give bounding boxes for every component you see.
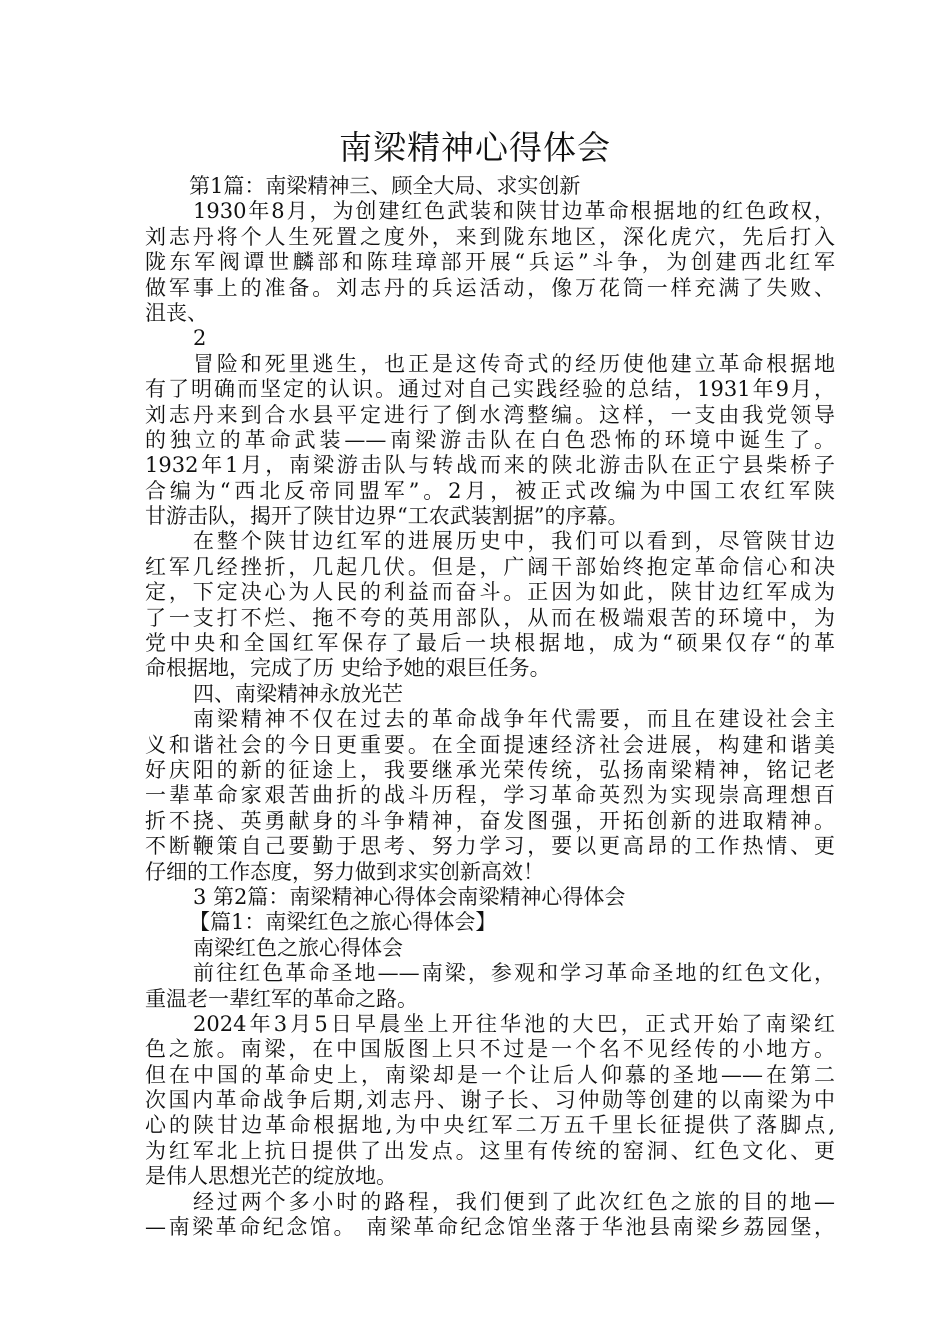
text-line: 重温老一辈红军的革命之路。	[145, 986, 418, 1011]
text-line: 四、南梁精神永放光芒	[193, 681, 403, 706]
text-line: 沮丧、	[145, 300, 208, 325]
text-line: 义和谐社会的今日更重要。在全面提速经济社会进展，构建和谐美	[145, 732, 835, 757]
text-line: 冒险和死里逃生，也正是这传奇式的经历使他建立革命根据地	[193, 351, 835, 376]
text-line: 3 第2篇：南梁精神心得体会南梁精神心得体会	[193, 884, 626, 909]
text-line: 是伟人思想光芒的绽放地。	[145, 1164, 397, 1189]
text-line: 做军事上的准备。刘志丹的兵运活动，像万花筒一样充满了失败、	[145, 275, 835, 300]
text-line: 1932年1月，南梁游击队与转战而来的陕北游击队在正宁县柴桥子	[145, 453, 835, 478]
text-line: 了一支打不烂、拖不夸的英用部队，从而在极端艰苦的环境中，为	[145, 605, 835, 630]
text-line: 一辈革命家艰苦曲折的战斗历程，学习革命英烈为实现崇高理想百	[145, 783, 835, 808]
text-line: 2	[193, 326, 207, 351]
text-line: 刘志丹来到合水县平定进行了倒水湾整编。这样，一支由我党领导	[145, 402, 835, 427]
text-line: 南梁精神不仅在过去的革命战争年代需要，而且在建设社会主	[193, 707, 835, 732]
text-line: 刘志丹将个人生死置之度外，来到陇东地区，深化虎穴，先后打入	[145, 224, 835, 249]
text-line: 【篇1：南梁红色之旅心得体会】	[189, 910, 497, 935]
text-line: 红军几经挫折，几起几伏。但是，广阔干部始终抱定革命信心和决	[145, 554, 835, 579]
text-line: 心的陕甘边革命根据地,为中央红军二万五千里长征提供了落脚点,	[145, 1113, 835, 1138]
text-line: 经过两个多小时的路程，我们便到了此次红色之旅的目的地—	[193, 1189, 835, 1214]
text-line: 好庆阳的新的征途上，我要继承光荣传统，弘扬南梁精神，铭记老	[145, 757, 835, 782]
text-line: 合编为“西北反帝同盟军”。2月，被正式改编为中国工农红军陕	[145, 478, 835, 503]
text-line: 2024年3月5日早晨坐上开往华池的大巴，正式开始了南梁红	[193, 1011, 835, 1036]
text-line: 定，下定决心为人民的利益而奋斗。正因为如此，陕甘边红军成为	[145, 580, 835, 605]
text-line: 陇东军阀谭世麟部和陈珪璋部开展“兵运”斗争，为创建西北红军	[145, 250, 835, 275]
text-line: 前往红色革命圣地——南梁，参观和学习革命圣地的红色文化，	[193, 961, 835, 986]
text-line: 在整个陕甘边红军的进展历史中，我们可以看到，尽管陕甘边	[193, 529, 835, 554]
text-line: 党中央和全国红军保存了最后一块根据地，成为“硕果仅存“的革	[145, 631, 835, 656]
text-line: 南梁红色之旅心得体会	[193, 935, 403, 960]
text-line: 不断鞭策自己要勤于思考、努力学习，要以更高昂的工作热情、更	[145, 834, 835, 859]
text-line: 1930年8月，为创建红色武装和陕甘边革命根据地的红色政权，	[193, 199, 835, 224]
document-title: 南梁精神心得体会	[339, 128, 611, 167]
text-line: —南梁革命纪念馆。 南梁革命纪念馆坐落于华池县南梁乡荔园堡，	[145, 1215, 835, 1240]
text-line: 甘游击队，揭开了陕甘边界“工农武装割据”的序幕。	[145, 504, 629, 529]
text-line: 次国内革命战争后期,刘志丹、谢子长、习仲勋等创建的以南梁为中	[145, 1088, 835, 1113]
text-line: 命根据地，完成了历 史给予她的艰巨任务。	[145, 656, 551, 681]
text-line: 色之旅。南梁，在中国版图上只不过是一个名不见经传的小地方。	[145, 1037, 835, 1062]
document-body	[145, 174, 835, 1240]
text-line: 第1篇：南梁精神三、顾全大局、求实创新	[189, 174, 581, 198]
text-line: 仔细的工作态度，努力做到求实创新高效！	[145, 859, 544, 884]
text-line: 的独立的革命武装——南梁游击队在白色恐怖的环境中诞生了。	[145, 427, 835, 452]
text-line: 有了明确而坚定的认识。通过对自己实践经验的总结，1931年9月，	[145, 377, 835, 402]
text-line: 为红军北上抗日提供了出发点。这里有传统的窑洞、红色文化、更	[145, 1138, 835, 1163]
text-line: 折不挠、英勇献身的斗争精神，奋发图强，开拓创新的进取精神。	[145, 808, 835, 833]
text-line: 但在中国的革命史上，南梁却是一个让后人仰慕的圣地——在第二	[145, 1062, 835, 1087]
